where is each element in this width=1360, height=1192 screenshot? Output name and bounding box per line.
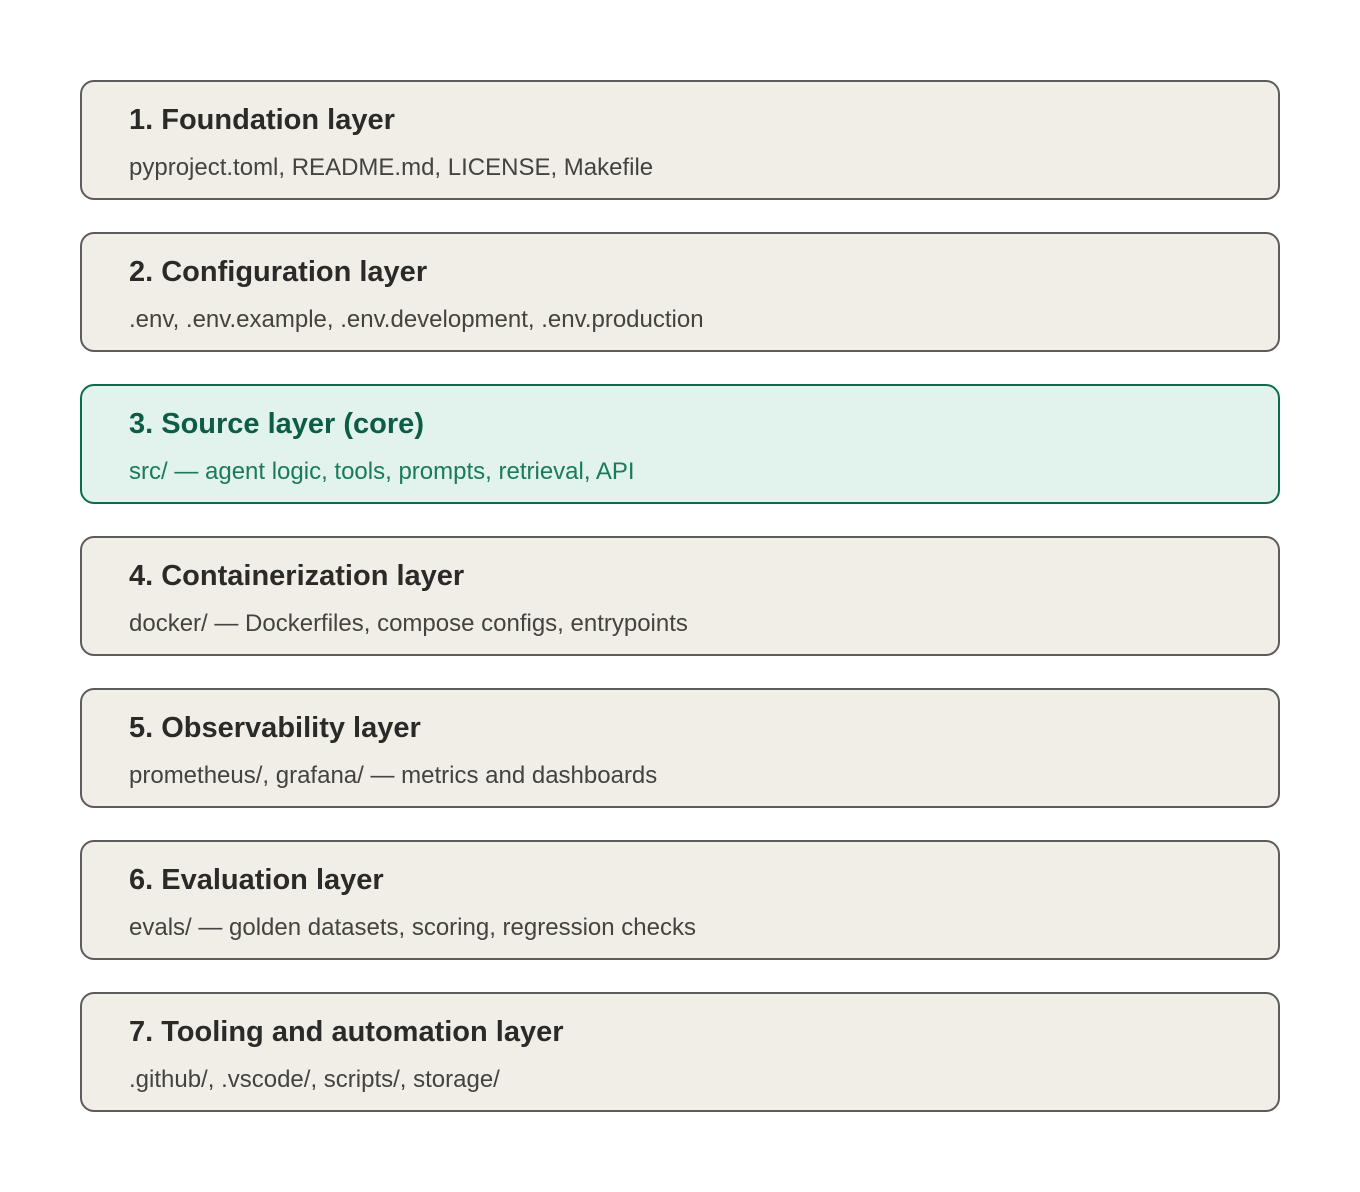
layer-title: 6. Evaluation layer [129,864,384,896]
layer-description: prometheus/, grafana/ — metrics and dashboards [129,762,658,789]
layer-title: 2. Configuration layer [129,256,428,288]
layer-description: src/ — agent logic, tools, prompts, retrieval, API [129,458,635,485]
layer-description: .github/, .vscode/, scripts/, storage/ [129,1066,500,1093]
layer-description: pyproject.toml, README.md, LICENSE, Makefile [129,154,654,181]
layer-box-configuration [80,232,1280,352]
layer-stack [80,80,1280,1144]
layer-box-source-core [80,384,1280,504]
layer-box-evaluation [80,840,1280,960]
layer-description: evals/ — golden datasets, scoring, regression checks [129,914,696,941]
layer-title: 4. Containerization layer [129,560,465,592]
layer-box-foundation [80,80,1280,200]
layer-box-tooling [80,992,1280,1112]
layer-description: .env, .env.example, .env.development, .env.production [129,306,704,333]
layer-description: docker/ — Dockerfiles, compose configs, entrypoints [129,610,688,637]
layer-title: 7. Tooling and automation layer [129,1016,564,1048]
layer-title: 5. Observability layer [129,712,421,744]
layer-title: 1. Foundation layer [129,104,395,136]
layer-box-observability [80,688,1280,808]
layer-title: 3. Source layer (core) [129,408,424,440]
layer-box-containerization [80,536,1280,656]
